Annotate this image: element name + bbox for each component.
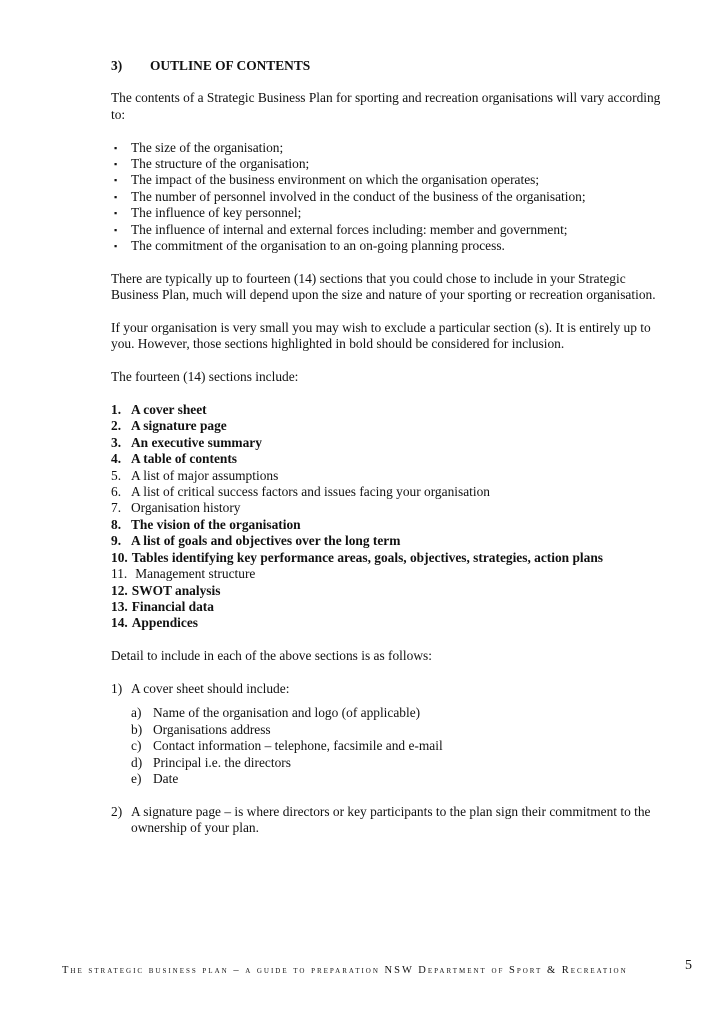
- list-item: d) Principal i.e. the directors: [131, 754, 291, 770]
- detail-cover-sheet: 1) A cover sheet should include:: [111, 680, 290, 696]
- list-item: 7. Organisation history: [111, 500, 241, 516]
- list-item: ▪ The influence of internal and external forces including: member and government;: [114, 221, 568, 237]
- bullet-icon: ▪: [114, 224, 118, 235]
- list-item: ▪ The commitment of the organisation to an on-going planning process.: [114, 238, 505, 254]
- list-item: c) Contact information – telephone, facsimile and e-mail: [131, 738, 443, 754]
- list-item: 13. Financial data: [111, 598, 214, 614]
- list-item: 3. An executive summary: [111, 434, 262, 450]
- list-item: 9. A list of goals and objectives over the long term: [111, 533, 401, 549]
- footer-title: The strategic business plan – a guide to preparation NSW Department of Sport & Recreation: [62, 965, 628, 976]
- list-item: 11. Management structure: [111, 566, 256, 582]
- bullet-icon: ▪: [114, 241, 118, 252]
- list-item: 1. A cover sheet: [111, 402, 207, 418]
- list-item: 12. SWOT analysis: [111, 582, 221, 598]
- cover-items-list: [131, 705, 671, 787]
- list-item: 14. Appendices: [111, 615, 198, 631]
- list-item: e) Date: [131, 770, 179, 786]
- sections-paragraph: There are typically up to fourteen (14) sections that you could chose to include in your Strategic Business Plan, much will depend upon the size and nature of your sporting or recreation organisation.: [111, 270, 656, 303]
- sections-intro: The fourteen (14) sections include:: [111, 369, 299, 385]
- list-item: ▪ The size of the organisation;: [114, 139, 284, 155]
- factors-list: [111, 140, 671, 255]
- page-content: [111, 58, 671, 837]
- list-item: 10. Tables identifying key performance areas, goals, objectives, strategies, action plans: [111, 549, 603, 565]
- sections-list: [111, 402, 671, 632]
- list-item: b) Organisations address: [131, 721, 271, 737]
- page-footer: [62, 958, 692, 977]
- list-item: 4. A table of contents: [111, 451, 237, 467]
- heading-title: OUTLINE OF CONTENTS: [150, 58, 311, 73]
- list-item: ▪ The influence of key personnel;: [114, 205, 302, 221]
- heading-number: 3): [111, 58, 123, 73]
- list-item: ▪ The number of personnel involved in the conduct of the business of the organisation;: [114, 188, 586, 204]
- bullet-icon: ▪: [114, 175, 118, 186]
- list-item: 2. A signature page: [111, 418, 227, 434]
- list-item: ▪ The impact of the business environment on which the organisation operates;: [114, 172, 540, 188]
- list-item: ▪ The structure of the organisation;: [114, 156, 310, 172]
- intro-paragraph: The contents of a Strategic Business Plan for sporting and recreation organisations will vary according to:: [111, 90, 661, 122]
- small-org-paragraph: If your organisation is very small you may wish to exclude a particular section (s). It is entirely up to you. However, those sections highlighted in bold should be considered for inclusion.: [111, 320, 651, 352]
- detail-signature-page: 2) A signature page – is where directors or key participants to the plan sign their commitment to the ownership of your plan.: [111, 803, 651, 836]
- list-item: a) Name of the organisation and logo (of applicable): [131, 705, 421, 721]
- bullet-icon: ▪: [114, 191, 118, 202]
- list-item: 8. The vision of the organisation: [111, 516, 301, 532]
- bullet-icon: ▪: [114, 142, 118, 153]
- section-heading: [111, 58, 671, 74]
- list-item: 6. A list of critical success factors and issues facing your organisation: [111, 484, 490, 500]
- page-number: 5: [685, 958, 692, 973]
- bullet-icon: ▪: [114, 208, 118, 219]
- bullet-icon: ▪: [114, 159, 118, 170]
- detail-intro: Detail to include in each of the above sections is as follows:: [111, 648, 432, 664]
- list-item: 5. A list of major assumptions: [111, 467, 279, 483]
